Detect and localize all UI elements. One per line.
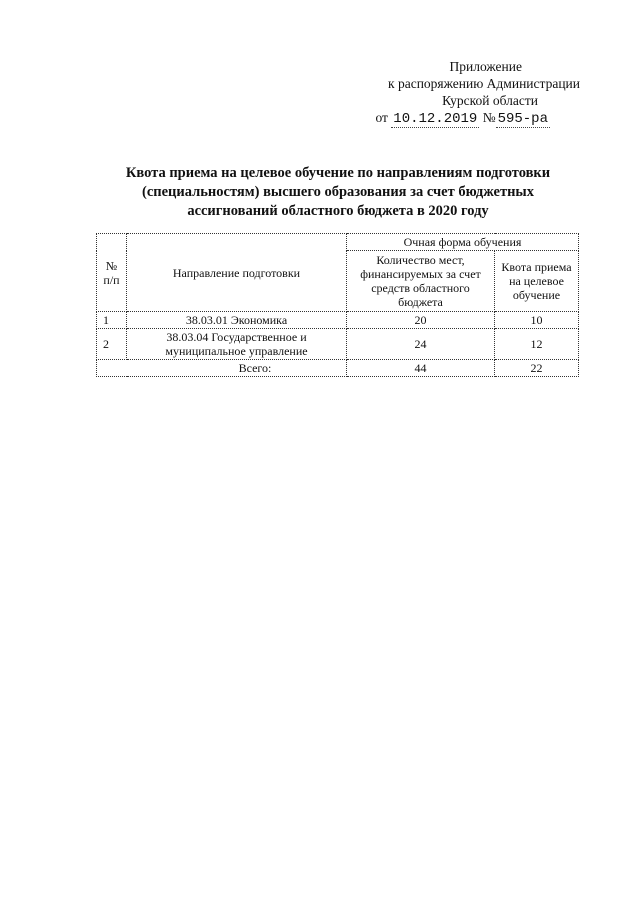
table-header-row-1 [97, 234, 579, 251]
number-value: 595-ра [497, 111, 548, 127]
document-title [96, 164, 580, 221]
header-num: № п/п [97, 234, 127, 312]
header-places: Количество мест, финансируемых за счет средств областного бюджета [347, 251, 495, 312]
row-2-direction: 38.03.04 Государственное и муниципальное управление [127, 329, 347, 360]
row-1-num: 1 [97, 312, 127, 329]
appendix-region-line: Курской области [442, 93, 538, 108]
row-2-places: 24 [347, 329, 495, 360]
appendix-order-line: к распоряжению Администрации [388, 76, 580, 91]
header-quota: Квота приема на целевое обучение [495, 251, 579, 312]
total-quota: 22 [495, 360, 579, 377]
row-1-places: 20 [347, 312, 495, 329]
total-places: 44 [347, 360, 495, 377]
row-1-direction: 38.03.01 Экономика [127, 312, 347, 329]
row-2-quota: 12 [495, 329, 579, 360]
total-label: Всего: [97, 360, 347, 377]
title-line-3: ассигнований областного бюджета в 2020 году [187, 203, 489, 219]
header-form-group: Очная форма обучения [347, 234, 579, 251]
table-row [97, 329, 579, 360]
table-row [97, 312, 579, 329]
header-direction: Направление подготовки [127, 234, 347, 312]
row-2-num: 2 [97, 329, 127, 360]
appendix-title: Приложение [449, 59, 522, 74]
table-total-row [97, 360, 579, 377]
appendix-date-line [375, 109, 580, 128]
number-prefix: № [482, 110, 496, 125]
title-line-1: Квота приема на целевое обучение по направлениям подготовки [125, 165, 551, 181]
title-line-2: (специальностям) высшего образования за счет бюджетных [141, 184, 534, 200]
quota-table [96, 233, 579, 377]
row-1-quota: 10 [495, 312, 579, 329]
date-prefix: от [375, 110, 388, 125]
appendix-block [330, 58, 580, 128]
date-value: 10.12.2019 [393, 111, 478, 127]
